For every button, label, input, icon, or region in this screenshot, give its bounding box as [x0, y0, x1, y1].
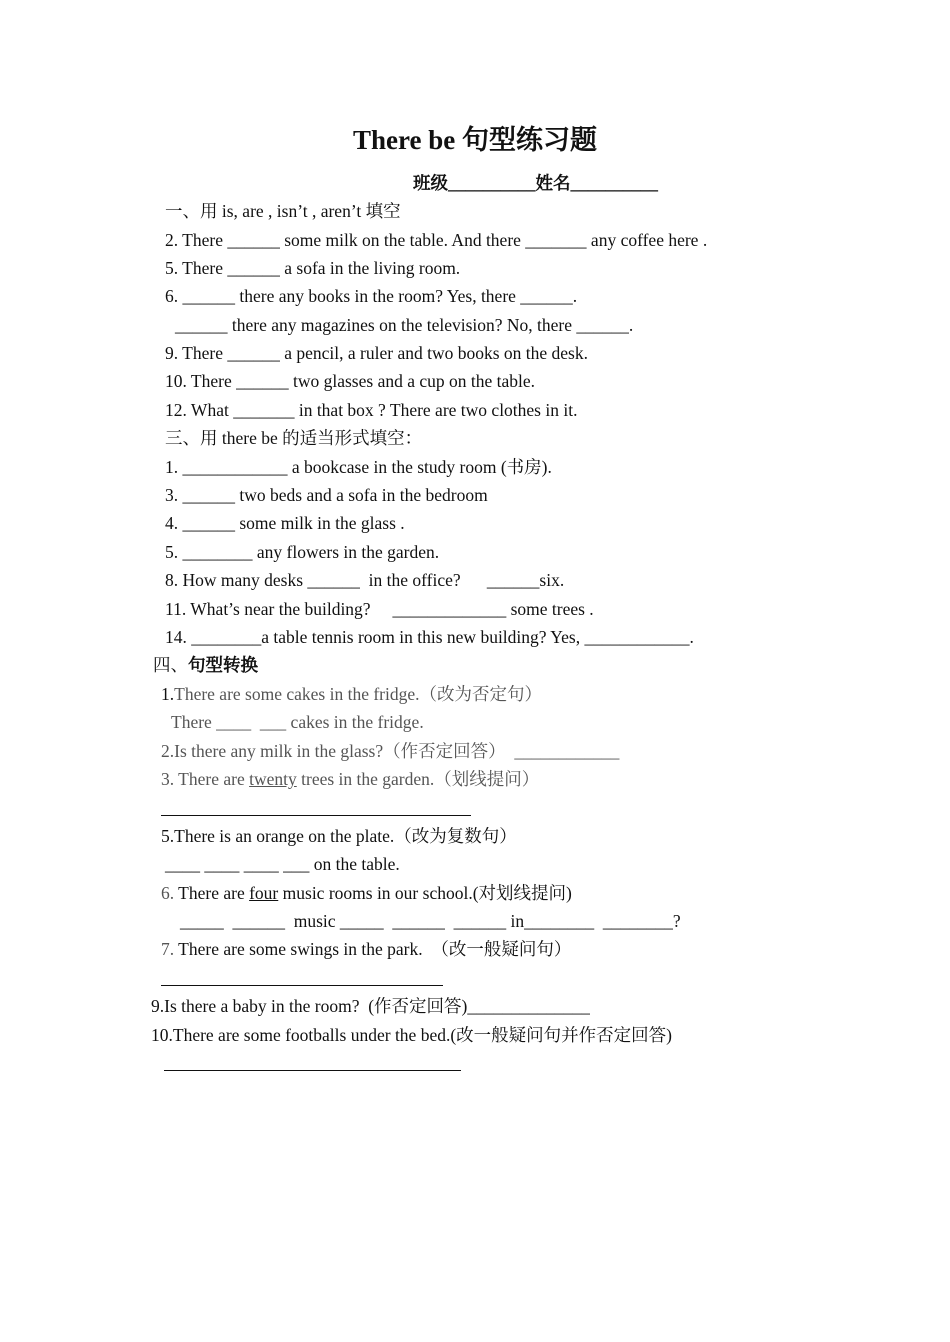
transform-q3-underlined-word: twenty: [249, 769, 297, 789]
section1-heading: 一、用 is, are , isn’t , aren’t 填空: [165, 201, 401, 221]
section1-question: ______ there any magazines on the television? No, there ______.: [175, 315, 634, 335]
transform-q9: 9.Is there a baby in the room? (作否定回答)______________: [151, 996, 590, 1016]
transform-q1-text: There are some cakes in the fridge.（改为否定句）: [174, 684, 542, 704]
section3-question: 1. ____________ a bookcase in the study room (书房).: [165, 457, 552, 477]
transform-q6-number: 6.: [161, 883, 175, 903]
transform-q7-text: There are some swings in the park. （改一般疑问句）: [174, 939, 572, 959]
section3-question: 3. ______ two beds and a sofa in the bedroom: [165, 485, 488, 505]
section4-heading-prefix: 四、: [153, 655, 188, 675]
section3-question: 4. ______ some milk in the glass .: [165, 513, 405, 533]
section1-question: 12. What _______ in that box ? There are two clothes in it.: [165, 400, 578, 420]
answer-line: [161, 815, 471, 816]
section1-question: 10. There ______ two glasses and a cup on the table.: [165, 371, 536, 391]
transform-q3-suffix: trees in the garden.（划线提问）: [296, 769, 540, 789]
transform-q5: 5.There is an orange on the plate.（改为复数句）: [161, 826, 517, 846]
page-title: There be 句型练习题: [353, 125, 597, 155]
section1-question: 9. There ______ a pencil, a ruler and two books on the desk.: [165, 343, 588, 363]
transform-q6: [161, 882, 572, 904]
transform-q1: [161, 683, 542, 705]
transform-q7-number: 7.: [161, 939, 175, 959]
transform-q6-answer: _____ ______ music _____ ______ ______ in________ ________?: [180, 911, 681, 931]
section3-heading: 三、用 there be 的适当形式填空：: [165, 428, 423, 448]
section3-question: 14. ________a table tennis room in this new building? Yes, ____________.: [165, 627, 694, 647]
section3-question: 5. ________ any flowers in the garden.: [165, 542, 440, 562]
section1-question: 5. There ______ a sofa in the living room.: [165, 258, 461, 278]
transform-q10: 10.There are some footballs under the bed.(改一般疑问句并作否定回答): [151, 1025, 672, 1045]
section3-question: 11. What’s near the building? _____________ some trees .: [165, 599, 594, 619]
transform-q5-answer: ____ ____ ____ ___ on the table.: [165, 854, 400, 874]
transform-q2: 2.Is there any milk in the glass?（作否定回答） ____________: [161, 741, 620, 761]
transform-q3-prefix: 3. There are: [161, 769, 250, 789]
transform-q6-prefix: There are: [174, 883, 250, 903]
transform-q1-number: 1.: [161, 684, 175, 704]
transform-q3: [161, 768, 539, 790]
section1-question: 6. ______ there any books in the room? Yes, there ______.: [165, 286, 578, 306]
transform-q6-suffix: music rooms in our school.(对划线提问): [278, 883, 572, 903]
class-name-header: 班级__________姓名__________: [413, 173, 658, 193]
answer-line: [161, 985, 443, 986]
section1-question: 2. There ______ some milk on the table. And there _______ any coffee here .: [165, 230, 708, 250]
section4-heading-title: 句型转换: [188, 655, 258, 675]
transform-q7: [161, 938, 571, 960]
transform-q6-underlined-word: four: [249, 883, 279, 903]
transform-q1-answer: There ____ ___ cakes in the fridge.: [171, 712, 424, 732]
section4-heading: [153, 654, 258, 676]
answer-line: [164, 1070, 461, 1071]
section3-question: 8. How many desks ______ in the office? ______six.: [165, 570, 565, 590]
